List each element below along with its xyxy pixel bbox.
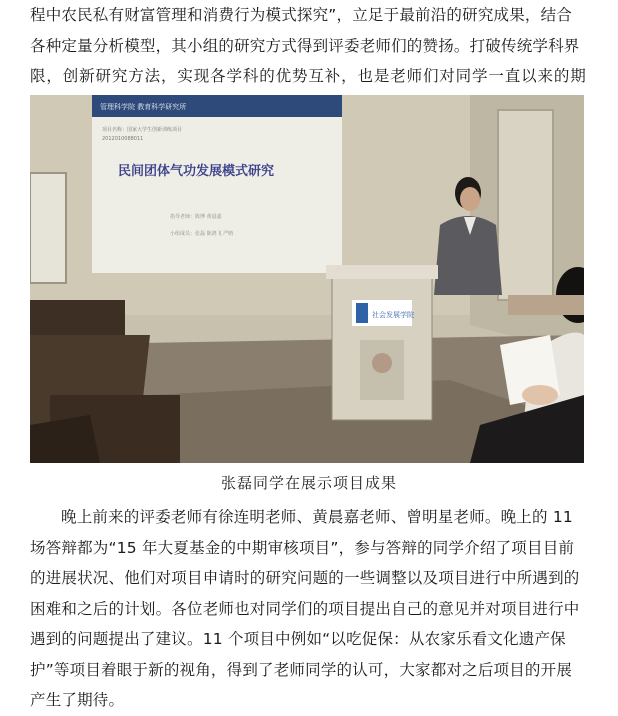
slide-bottom-line: 指导老师：陈博 黄晨嘉 xyxy=(170,214,222,220)
text-line: 晚上前来的评委老师有徐连明老师、黄晨嘉老师、曾明星老师。晚上的 11 xyxy=(61,508,573,526)
text-line: 遇到的问题提出了建议。11 个项目中例如“以吃促保：从农家乐看文化遗产保 xyxy=(30,630,566,648)
text-line: 限，创新研究方法，实现各学科的优势互补，也是老师们对同学一直以来的期 xyxy=(30,67,586,85)
slide-header: 管理科学院 教育科学研究所 xyxy=(100,103,187,111)
text-line: 困难和之后的计划。各位老师也对同学们的项目提出自己的意见并对项目进行中 xyxy=(30,599,580,618)
presentation-photo xyxy=(30,95,584,463)
podium-label: 社会发展学院 xyxy=(372,311,414,319)
slide-line: 2012010088011 xyxy=(102,136,144,142)
text-line: 场答辩都为“15 年大夏基金的中期审核项目”，参与答辩的同学介绍了项目目前 xyxy=(30,538,575,557)
photo-caption: 张磊同学在展示项目成果 xyxy=(220,474,397,492)
slide-line: 项目名称：国家大学生创新训练项目 xyxy=(102,127,183,133)
slide-title: 民间团体气功发展模式研究 xyxy=(118,164,275,179)
text-line: 护”等项目着眼于新的视角，得到了老师同学的认可，大家都对之后项目的开展 xyxy=(30,660,573,679)
text-line: 程中农民私有财富管理和消费行为模式探究”，立足于最前沿的研究成果，结合 xyxy=(30,6,573,24)
paragraph-2 xyxy=(30,502,586,716)
text-line: 的进展状况、他们对项目申请时的研究问题的一些调整以及项目进行中所遇到的 xyxy=(30,569,580,587)
slide-bottom-line: 小组成员：张磊 陈鸿飞 严晴 xyxy=(170,231,234,237)
text-line: 产生了期待。 xyxy=(30,691,125,709)
text-line: 各种定量分析模型，其小组的研究方式得到评委老师们的赞扬。打破传统学科界 xyxy=(30,36,580,55)
